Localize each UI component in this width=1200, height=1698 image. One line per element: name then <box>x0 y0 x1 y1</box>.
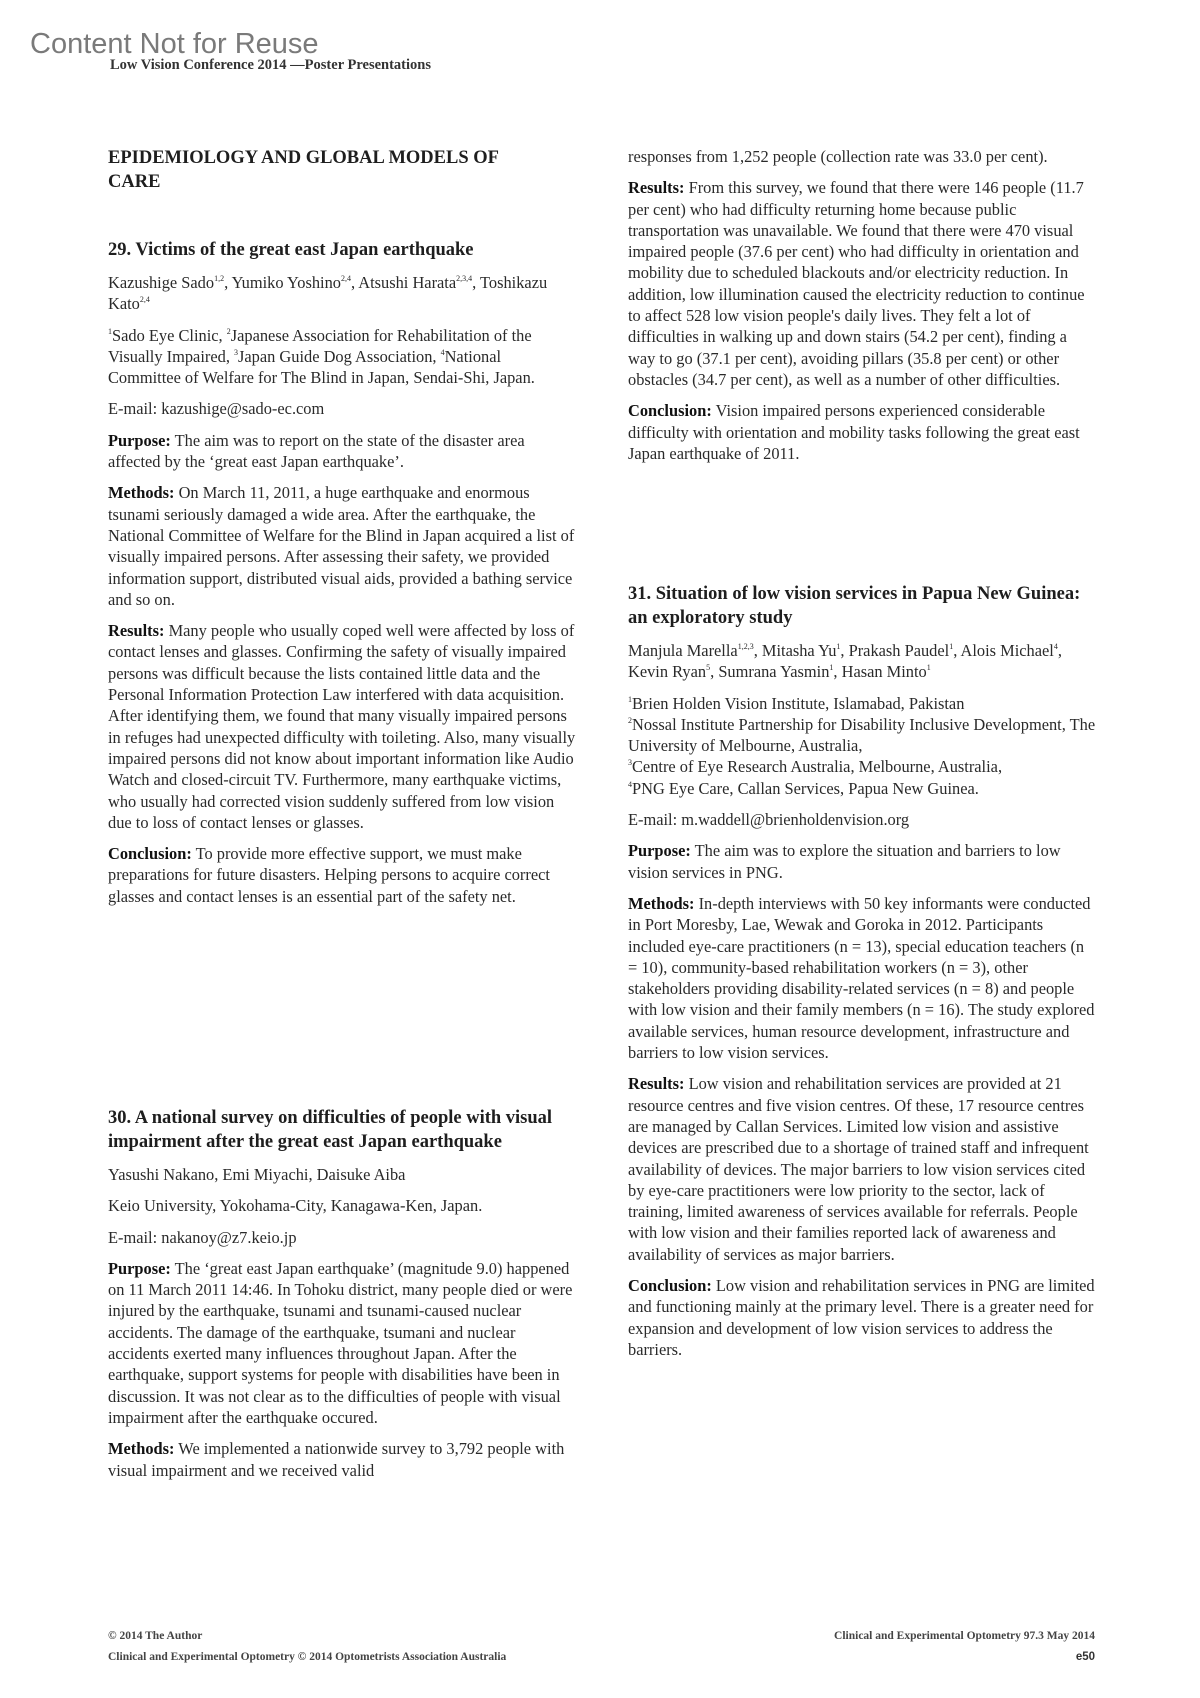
methods-label: Methods: <box>628 893 695 913</box>
aff-sup: 2 <box>226 326 231 336</box>
results-label: Results: <box>628 1074 685 1094</box>
author-sup: 5 <box>706 663 711 673</box>
author: Atsushi Harata <box>358 273 457 292</box>
author: Manjula Marella <box>628 641 738 660</box>
email: E-mail: m.waddell@brienholdenvision.org <box>628 810 910 830</box>
author: Kevin Ryan <box>628 662 707 682</box>
author-sup: 4 <box>1053 642 1058 651</box>
results-label: Results: <box>108 621 165 641</box>
author-sup: 1,2,3 <box>737 642 754 651</box>
results-paragraph <box>628 177 1096 390</box>
author: Yumiko Yoshino <box>231 273 341 292</box>
author: Mitasha Yu <box>761 641 837 660</box>
purpose-label: Purpose: <box>108 430 171 450</box>
author: Hasan Minto <box>841 662 927 682</box>
footer-left <box>108 1626 506 1668</box>
aff-sup: 4 <box>440 347 445 357</box>
author-sup: 1 <box>949 642 954 651</box>
aff-sup: 1 <box>108 326 112 336</box>
author-sup: 2,3,4 <box>456 274 473 283</box>
methods-paragraph <box>108 1438 576 1481</box>
authors: Manjula Marella$^{1,2,3}$, Mitasha Yu$^1$, Prakash Paudel$^1$, Alois Michael$^4$, Kevin Ryan$^5$, Sumrana Yasmin$^1$, Hasan Minto$^1$ <box>628 641 1062 682</box>
purpose-text: The aim was to explore the situation and barriers to low vision services in PNG. <box>628 841 1061 882</box>
methods-paragraph <box>108 482 576 610</box>
conclusion-label: Conclusion: <box>628 1276 712 1296</box>
authors: Yasushi Nakano, Emi Miyachi, Daisuke Aiba <box>108 1165 406 1184</box>
authors: Kazushige Sado$^{1,2}$, Yumiko Yoshino$^{2,4}$, Atsushi Harata$^{2,3,4}$, Toshikazu Kato$^{2,4}$ <box>108 273 548 314</box>
affiliations <box>628 693 1096 799</box>
email: E-mail: kazushige@sado-ec.com <box>108 399 325 419</box>
section-heading: EPIDEMIOLOGY AND GLOBAL MODELS OF CARE <box>108 148 499 192</box>
affiliation: Centre of Eye Research Australia, Melbourne, Australia, <box>632 757 1003 777</box>
conclusion-label: Conclusion: <box>628 401 712 421</box>
purpose-paragraph <box>108 430 576 473</box>
author-sup: 1 <box>829 663 834 673</box>
purpose-label: Purpose: <box>108 1258 171 1278</box>
running-head: Low Vision Conference 2014 —Poster Presentations <box>110 57 431 73</box>
author-sup: 2,4 <box>139 295 150 305</box>
results-paragraph <box>108 620 576 833</box>
affiliation: PNG Eye Care, Callan Services, Papua New Guinea. <box>632 778 979 798</box>
copyright-journal: Clinical and Experimental Optometry © 2014 Optometrists Association Australia <box>108 1651 507 1663</box>
abstract-title: 30. A national survey on difficulties of people with visual impairment after the great east Japan earthquake <box>108 1108 553 1152</box>
affiliations <box>108 325 576 389</box>
affiliation: Sado Eye Clinic, <box>112 325 227 345</box>
author-sup: 2,4 <box>340 274 351 283</box>
aff-sup: 2 <box>628 715 632 725</box>
methods-label: Methods: <box>108 483 175 503</box>
author: Alois Michael <box>960 641 1054 660</box>
author-sup: 1,2 <box>214 274 225 283</box>
results-text: Low vision and rehabilitation services are provided at 21 resource centres and five vision centres. Of these, 17 resource centres are managed by Callan Services. Limited low vision and assistive devices are prescribed due to a shortage of trained staff and infrequent availability of devices. The major barriers to low vision services cited by eye-care practitioners were low priority to the sector, lack of training, limited awareness of services available for referrals. People with low vision and their families reported lack of awareness and availability of services as major barriers. <box>628 1074 1089 1264</box>
results-text: Many people who usually coped well were affected by loss of contact lenses and glasses. Confirming the safety of visually impaired persons was difficult because the lists contained little data and the Personal Information Protection Law interfered with data acquisition. After identifying them, we found that many visually impaired persons in refuges had unexpected difficulty with toileting. Also, many visually impaired persons did not know about important information like Audio Watch and closed-circuit TV. Furthermore, many earthquake victims, who usually had corrected vision suddenly suffered from low vision due to loss of contact lenses or glasses. <box>108 621 576 832</box>
abstract-30 <box>108 1106 576 1481</box>
methods-label: Methods: <box>108 1439 175 1459</box>
abstract-title: 29. Victims of the great east Japan earthquake <box>108 240 474 260</box>
abstract-29 <box>108 238 576 907</box>
methods-text: In-depth interviews with 50 key informants were conducted in Port Moresby, Lae, Wewak and Goroka in 2012. Participants included eye-care practitioners (n = 13), special education teachers (n = 10), community-based rehabilitation workers (n = 3), other stakeholders providing disability-related services (n = 8) and people with low vision and their family members (n = 16). The study explored available services, human resource development, infrastructure and barriers to low vision services. <box>628 893 1095 1063</box>
affiliation: Japan Guide Dog Association, <box>238 346 441 366</box>
watermark: Content Not for Reuse <box>30 28 319 60</box>
author: Prakash Paudel <box>848 641 950 660</box>
aff-sup: 3 <box>628 758 632 768</box>
affiliation: Nossal Institute Partnership for Disability Inclusive Development, The University of Melbourne, Australia, <box>628 714 1096 756</box>
methods-text: We implemented a nationwide survey to 3,792 people with visual impairment and we received valid <box>108 1439 565 1480</box>
affiliation: Keio University, Yokohama-City, Kanagawa-Ken, Japan. <box>108 1196 483 1216</box>
abstract-title: 31. Situation of low vision services in Papua New Guinea: an exploratory study <box>628 584 1081 628</box>
purpose-label: Purpose: <box>628 841 691 861</box>
author: Sumrana Yasmin <box>718 662 830 682</box>
methods-continuation: responses from 1,252 people (collection rate was 33.0 per cent). <box>628 147 1048 166</box>
aff-sup: 1 <box>628 694 632 704</box>
conclusion-text: Low vision and rehabilitation services in PNG are limited and functioning mainly at the primary level. There is a greater need for expansion and development of low vision services to address the barriers. <box>628 1276 1095 1359</box>
conclusion-text: Vision impaired persons experienced considerable difficulty with orientation and mobility tasks following the great east Japan earthquake of 2011. <box>628 401 1080 463</box>
results-paragraph <box>628 1073 1096 1265</box>
affiliation: National Committee of Welfare for The Blind in Japan, Sendai-Shi, Japan. <box>108 346 535 388</box>
purpose-paragraph <box>108 1258 576 1428</box>
journal-issue: Clinical and Experimental Optometry 97.3 May 2014 <box>834 1630 1095 1642</box>
conclusion-paragraph <box>108 843 576 907</box>
copyright-author: © 2014 The Author <box>108 1630 203 1642</box>
author: Toshikazu Kato <box>108 273 548 314</box>
methods-text: On March 11, 2011, a huge earthquake and enormous tsunami seriously damaged a wide area. After the earthquake, the National Committee of Welfare for the Blind in Japan acquired a list of visually impaired persons. After assessing their safety, we provided information support, distributed visual aids, provided a bathing service and so on. <box>108 483 575 609</box>
abstract-31 <box>628 582 1096 1360</box>
author-sup: 1 <box>926 663 931 673</box>
abstract-30-continued <box>628 146 1096 464</box>
results-label: Results: <box>628 178 685 198</box>
affiliation: Brien Holden Vision Institute, Islamabad, Pakistan <box>632 693 965 713</box>
footer-right <box>834 1626 1095 1668</box>
conclusion-paragraph <box>628 400 1096 464</box>
purpose-text: The aim was to report on the state of the disaster area affected by the ‘great east Japan earthquake’. <box>108 430 525 472</box>
author-sup: 1 <box>836 642 841 651</box>
affiliation: Japanese Association for Rehabilitation of the Visually Impaired, <box>108 325 532 366</box>
author: Kazushige Sado <box>108 273 215 292</box>
results-text: From this survey, we found that there were 146 people (11.7 per cent) who had difficulty returning home because public transportation was unavailable. We found that there were 470 visual impaired people (37.6 per cent) who had difficulty in orientation and mobility due to scheduled blackouts and/or electricity reduction. In addition, low illumination caused the electricity reduction to continue to affect 528 low vision people's daily lives. They felt a lot of difficulties in walking up and down stairs (54.2 per cent), finding a way to go (37.1 per cent), avoiding pillars (35.8 per cent) or other obstacles (34.7 per cent), as well as a number of other difficulties. <box>628 178 1085 389</box>
aff-sup: 4 <box>628 779 632 789</box>
aff-sup: 3 <box>234 347 239 357</box>
page-number: e50 <box>1075 1651 1095 1663</box>
conclusion-paragraph <box>628 1275 1096 1360</box>
purpose-text: The ‘great east Japan earthquake’ (magnitude 9.0) happened on 11 March 2011 14:46. In Tohoku district, many people died or were injured by the earthquake, tsunami and tsunami-caused nuclear accidents. The damage of the earthquake, tsumani and nuclear accidents exerted many influences throughout Japan. After the earthquake, support systems for people with disabilities have been in discussion. It was not clear as to the difficulties of people with visual impairment after the earthquake occured. <box>108 1258 573 1427</box>
conclusion-label: Conclusion: <box>108 844 192 864</box>
email: E-mail: nakanoy@z7.keio.jp <box>108 1227 297 1247</box>
conclusion-text: To provide more effective support, we must make preparations for future disasters. Helping persons to acquire correct glasses and contact lenses is an essential part of the safety net. <box>108 844 550 906</box>
purpose-paragraph <box>628 840 1096 883</box>
methods-paragraph <box>628 893 1096 1063</box>
